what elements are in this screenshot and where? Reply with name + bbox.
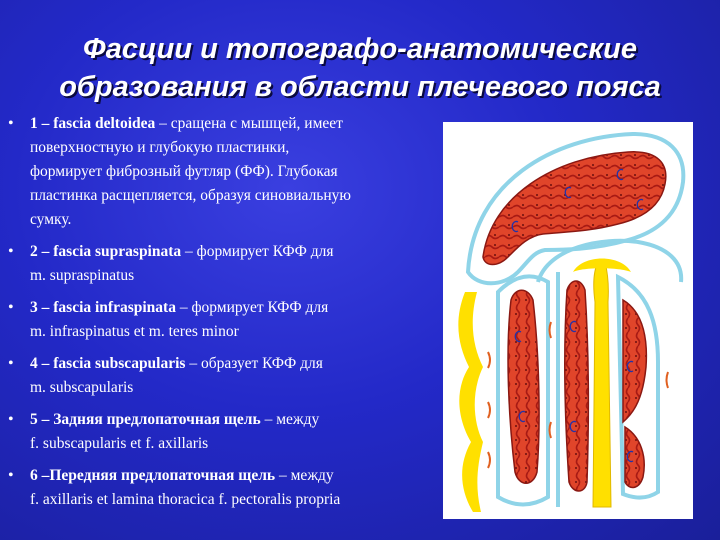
bullet-1-term: 1 – fascia deltoidea — [30, 115, 156, 132]
bullet-5-line-2: f. subscapularis et f. axillaris — [30, 435, 209, 452]
shoulder-fascia-illustration — [443, 122, 693, 519]
bullet-3-text: – формирует КФФ для — [175, 299, 329, 316]
bullet-5-text: – между — [260, 411, 320, 428]
bullet-item-4 — [8, 352, 448, 400]
bullet-4-term: 4 – fascia subscapularis — [30, 355, 186, 372]
bullet-2-term: 2 – fascia supraspinata — [30, 243, 182, 260]
title-line-1: Фасции и топографо-анатомические — [83, 33, 637, 65]
bullet-6-term: 6 –Передняя предлопаточная щель — [30, 467, 276, 484]
bullet-item-5 — [8, 408, 448, 456]
bullet-3-term: 3 – fascia infraspinata — [30, 299, 176, 316]
bullet-1-line-5: сумку. — [30, 211, 72, 228]
muscle-column-2 — [565, 281, 588, 491]
bullet-6-text: – между — [275, 467, 334, 484]
bullet-1-line-3: формирует фиброзный футляр (ФФ). Глубокая — [30, 163, 338, 180]
anatomy-diagram — [443, 122, 693, 519]
left-fascia-chain — [458, 292, 483, 512]
bullet-2-line-2: m. supraspinatus — [30, 267, 135, 284]
bullet-4-line-2: m. subscapularis — [30, 379, 134, 396]
bullet-1-text: – сращена с мышцей, имеет — [155, 115, 343, 132]
title-line-2: образования в области плечевого пояса — [59, 71, 661, 103]
bullet-item-2 — [8, 240, 448, 288]
bullet-list — [8, 112, 448, 520]
slide-title — [0, 30, 720, 106]
muscle-column-3 — [623, 300, 646, 422]
bullet-item-3 — [8, 296, 448, 344]
bullet-1-line-4: пластинка расщепляется, образуя синовиальную — [30, 187, 351, 204]
bullet-item-6 — [8, 464, 448, 512]
bullet-6-line-2: f. axillaris et lamina thoracica f. pectoralis propria — [30, 491, 341, 508]
scapula-spine — [593, 262, 611, 507]
bullet-3-line-2: m. infraspinatus et m. teres minor — [30, 323, 239, 340]
bullet-1-line-2: поверхностную и глубокую пластинки, — [30, 139, 290, 156]
bullet-5-term: 5 – Задняя предлопаточная щель — [30, 411, 261, 428]
bullet-2-text: – формирует КФФ для — [181, 243, 334, 260]
bullet-item-1 — [8, 112, 448, 232]
muscle-column-1 — [508, 290, 539, 483]
bullet-4-text: – образует КФФ для — [185, 355, 323, 372]
